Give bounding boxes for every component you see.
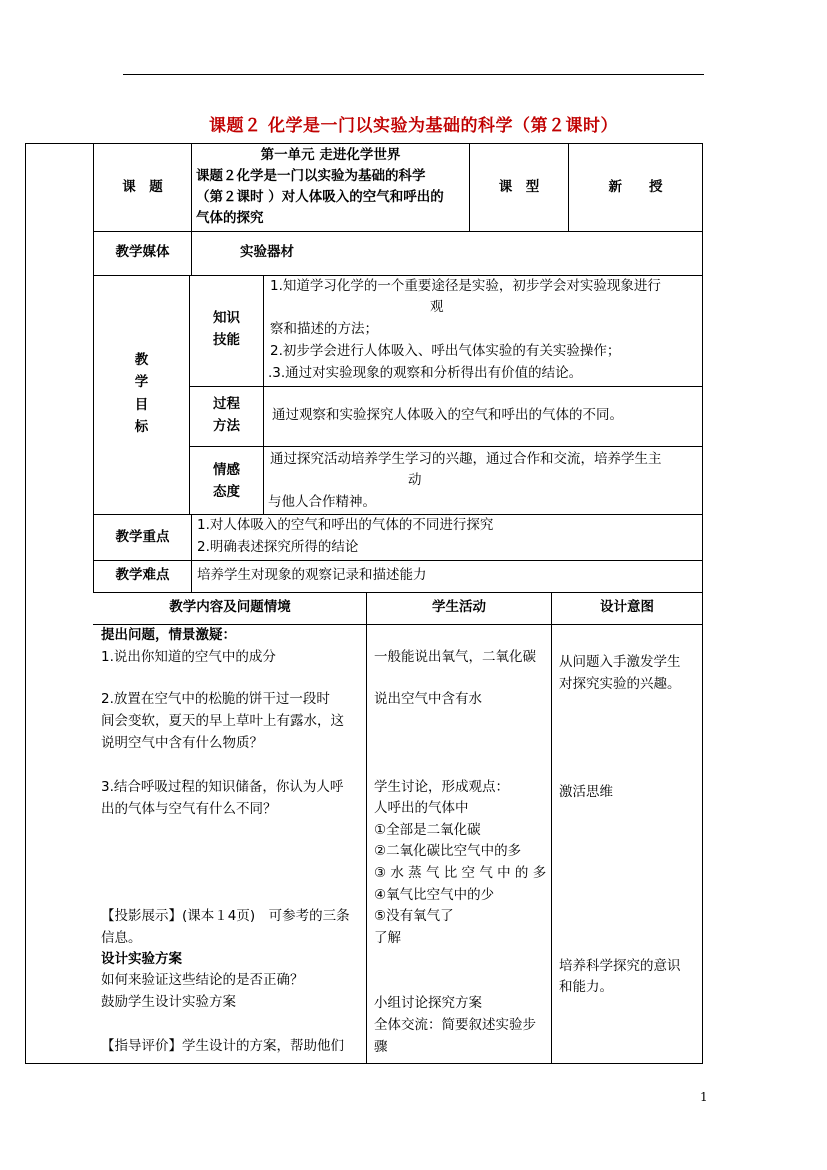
page-number: 1 <box>700 1090 708 1104</box>
media-value: 实验器材 <box>240 244 294 260</box>
column-header-intent: 设计意图 <box>600 599 654 615</box>
lesson-title: 课题２ 化学是一门以实验为基础的科学（第２课时） <box>209 116 618 136</box>
key-points-label: 教学重点 <box>115 529 170 545</box>
process-text: 通过观察和实验探究人体吸入的空气和呼出的气体的不同。 <box>272 407 623 423</box>
type-label: 课 型 <box>498 179 540 195</box>
difficulties-label: 教学难点 <box>115 567 170 583</box>
difficulties-text: 培养学生对现象的观察记录和描述能力 <box>197 567 427 583</box>
column-header-content: 教学内容及问题情境 <box>169 599 291 615</box>
topic-label: 课 题 <box>122 179 163 195</box>
type-value: 新 授 <box>608 179 663 195</box>
column-header-activity: 学生活动 <box>432 599 486 615</box>
header-rule <box>123 74 704 75</box>
media-label: 教学媒体 <box>115 244 170 260</box>
